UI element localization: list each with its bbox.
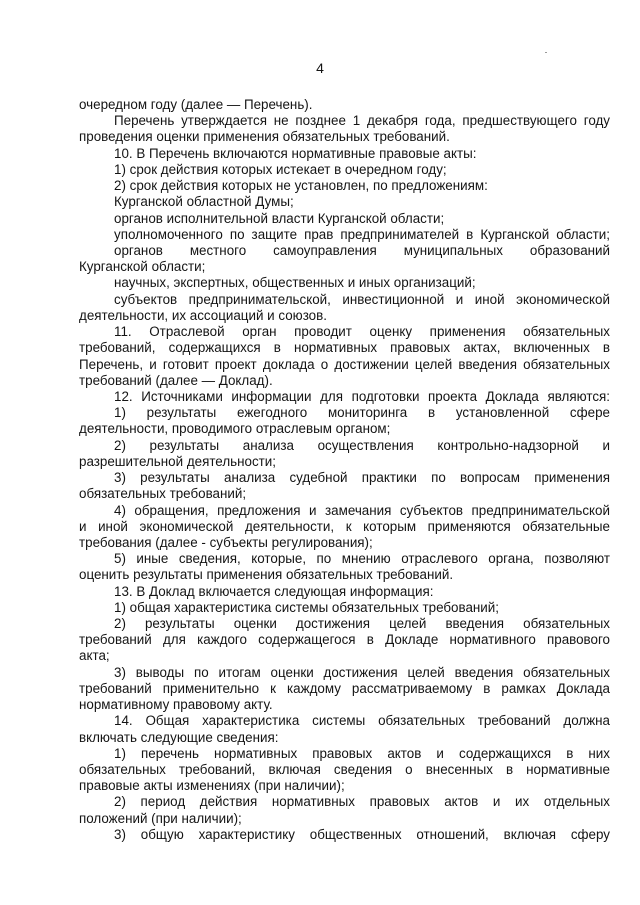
text-line: положений (при наличии); xyxy=(79,810,242,826)
text-line: нормативному правовому акту. xyxy=(79,697,273,713)
text-line: 2) период действия нормативных правовых актов и их отдельных xyxy=(114,794,610,810)
text-line: 2) результаты анализа осуществления контрольно-надзорной и xyxy=(114,437,610,453)
text-line: 1) срок действия которых истекает в очередном году; xyxy=(114,161,447,177)
page-number: 4 xyxy=(316,60,324,76)
text-line: требований, содержащихся в нормативных правовых актах, включенных в xyxy=(79,340,610,356)
text-line: 2) результаты оценки достижения целей введения обязательных xyxy=(114,616,610,632)
text-line: 3) общую характеристику общественных отношений, включая сферу xyxy=(114,826,610,842)
text-line: требований применительно к каждому рассматриваемому в рамках Доклада xyxy=(79,680,610,696)
text-line: органов местного самоуправления муниципальных образований xyxy=(114,242,610,258)
text-line: очередном году (далее — Перечень). xyxy=(79,97,313,112)
text-line: 14. Общая характеристика системы обязательных требований должна xyxy=(114,713,610,729)
text-line: требования (далее - субъекты регулирования); xyxy=(79,534,373,550)
text-line: 13. В Доклад включается следующая информация: xyxy=(114,583,434,599)
text-line: 1) перечень нормативных правовых актов и содержащихся в них xyxy=(114,745,610,761)
text-line: Курганской областной Думы; xyxy=(114,194,294,210)
text-line: деятельности, проводимого отраслевым органом; xyxy=(79,421,391,437)
text-line: 5) иные сведения, которые, по мнению отраслевого органа, позволяют xyxy=(114,551,610,567)
text-line: требований (далее — Доклад). xyxy=(79,372,273,388)
text-line: 3) выводы по итогам оценки достижения целей введения обязательных xyxy=(114,664,610,680)
text-line: Перечень, и готовит проект доклада о достижении целей введения обязательных xyxy=(79,356,610,372)
text-line: 11. Отраслевой орган проводит оценку применения обязательных xyxy=(114,324,610,340)
text-line: 4) обращения, предложения и замечания субъектов предпринимательской xyxy=(114,502,610,518)
text-line: Перечень утверждается не позднее 1 декабря года, предшествующего году xyxy=(114,113,610,129)
text-line: и иной экономической деятельности, к которым применяются обязательные xyxy=(79,518,610,534)
text-line: проведения оценки применения обязательных требований. xyxy=(79,129,450,145)
text-line: 3) результаты анализа судебной практики по вопросам применения xyxy=(114,470,610,486)
text-line: деятельности, их ассоциаций и союзов. xyxy=(79,307,327,323)
scan-speck xyxy=(545,52,547,53)
text-line: обязательных требований, включая сведения о внесенных в нормативные xyxy=(79,762,610,778)
text-line: правовые акты изменениях (при наличии); xyxy=(79,778,345,794)
text-line: оценить результаты применения обязательных требований. xyxy=(79,567,454,583)
text-line: обязательных требований; xyxy=(79,486,247,502)
text-line: 1) общая характеристика системы обязательных требований; xyxy=(114,599,499,615)
text-line: включать следующие сведения: xyxy=(79,729,279,745)
text-line: 1) результаты ежегодного мониторинга в установленной сфере xyxy=(114,405,610,421)
text-line: субъектов предпринимательской, инвестиционной и иной экономической xyxy=(114,291,610,307)
text-line: научных, экспертных, общественных и иных организаций; xyxy=(114,275,476,291)
text-line: Курганской области; xyxy=(79,259,206,275)
text-line: разрешительной деятельности; xyxy=(79,453,276,469)
text-line: 2) срок действия которых не установлен, по предложениям: xyxy=(114,178,488,194)
text-line: требований для каждого содержащегося в Докладе нормативного правового xyxy=(79,632,610,648)
text-line: уполномоченного по защите прав предпринимателей в Курганской области; xyxy=(114,226,610,242)
text-line: 12. Источниками информации для подготовки проекта Доклада являются: xyxy=(114,388,610,404)
text-line: 10. В Перечень включаются нормативные правовые акты: xyxy=(114,145,477,161)
text-line: органов исполнительной власти Курганской области; xyxy=(114,210,445,226)
text-line: акта; xyxy=(79,648,110,664)
